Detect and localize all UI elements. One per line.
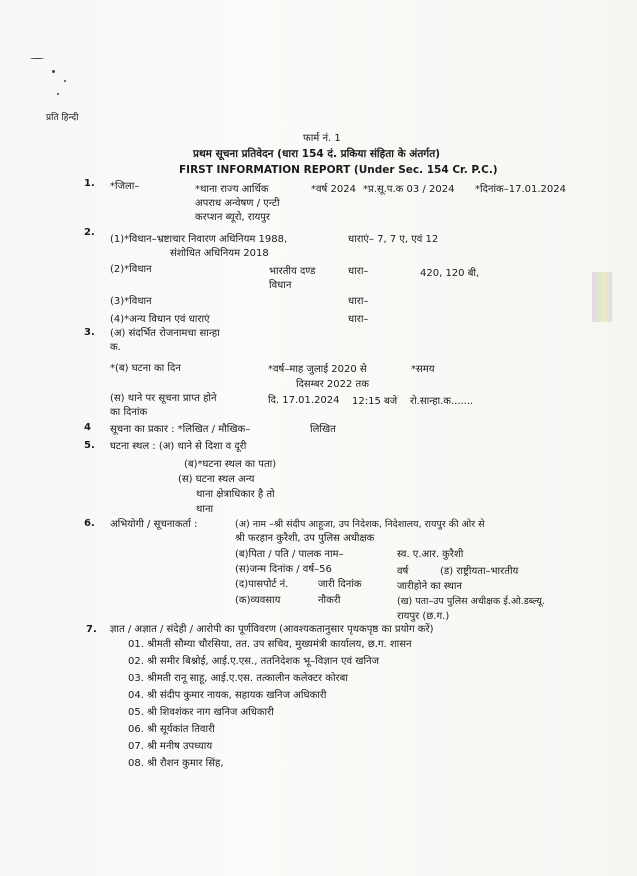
scan-speck bbox=[30, 58, 44, 59]
incident-time-label: *समय bbox=[411, 364, 435, 375]
section-3-number: 3. bbox=[84, 327, 95, 338]
act-2-sections: 420, 120 बी, bbox=[420, 268, 480, 279]
act-2-label: (2)*विधान bbox=[110, 264, 152, 275]
info-received-date: दि. 17.01.2024 bbox=[268, 395, 340, 406]
scan-speck bbox=[64, 80, 66, 82]
info-received-line-2: का दिनांक bbox=[110, 407, 148, 418]
issue-place-label: जारीहोने का स्थान bbox=[397, 581, 462, 592]
info-type-value: लिखित bbox=[310, 424, 336, 435]
info-received-time: 12:15 बजे bbox=[352, 396, 398, 407]
form-number: फार्म नं. 1 bbox=[303, 133, 341, 144]
father-name-value: स्व. ए.आर. कुरैशी bbox=[397, 549, 464, 560]
police-station-line-3: करप्शन ब्यूरो, रायपुर bbox=[195, 212, 271, 223]
fir-year: *वर्ष 2024 bbox=[311, 184, 356, 195]
info-type-label: सूचना का प्रकार : *लिखित / मौखिक– bbox=[110, 424, 251, 435]
other-jurisdiction-line-3: थाना bbox=[196, 504, 214, 515]
fir-date: *दिनांक–17.01.2024 bbox=[475, 184, 566, 195]
other-jurisdiction-line-1: (स) घटना स्थल अन्य bbox=[178, 474, 255, 485]
act-1-line-2: संशोधित अधिनियम 2018 bbox=[170, 248, 269, 259]
sanha-number: रो.सान्हा.क....... bbox=[410, 396, 474, 407]
complainant-address-line-1: (ख) पता–उप पुलिस अधीक्षक ई.ओ.डब्ल्यू. bbox=[397, 596, 545, 607]
accused-item: 06. श्री सूर्यकांत तिवारी bbox=[128, 724, 215, 735]
act-3-label: (3)*विधान bbox=[110, 296, 152, 307]
roznamcha-line-1: (अ) संदर्भित रोजनामचा सान्हा bbox=[110, 328, 220, 339]
incident-period-line-2: दिसम्बर 2022 तक bbox=[296, 379, 369, 390]
section-4-number: 4 bbox=[84, 422, 91, 433]
father-name-label: (ब)पिता / पति / पालक नाम– bbox=[235, 549, 344, 560]
accused-item: 08. श्री रौशन कुमार सिंह, bbox=[128, 758, 224, 769]
section-1-number: 1. bbox=[84, 178, 95, 189]
section-5-number: 5. bbox=[84, 440, 95, 451]
nationality: (ड) राष्ट्रीयता–भारतीय bbox=[440, 566, 519, 577]
act-2-law-line-2: विधान bbox=[269, 280, 292, 291]
accused-item: 01. श्रीमती सौम्या चौरसिया, तत. उप सचिव, मुख्यमंत्री कार्यालय, छ.ग. शासन bbox=[128, 639, 412, 650]
issue-date-label: जारी दिनांक bbox=[318, 579, 362, 590]
color-scan-stripe bbox=[592, 272, 612, 322]
scan-speck bbox=[57, 93, 59, 95]
act-2-section-label: धारा– bbox=[348, 266, 369, 277]
other-jurisdiction-line-2: थाना क्षेत्राधिकार है तो bbox=[196, 489, 275, 500]
year-word: वर्ष bbox=[397, 566, 409, 577]
incident-place-address: (ब)*घटना स्थल का पता) bbox=[184, 459, 277, 470]
title-english: FIRST INFORMATION REPORT (Under Sec. 154 Cr. P.C.) bbox=[179, 164, 498, 176]
birth-year-label: (स)जन्म दिनांक / वर्ष–56 bbox=[235, 564, 332, 575]
incident-place-direction: घटना स्थल : (अ) थाने से दिशा व दूरी bbox=[110, 441, 247, 452]
occupation-value: नौकरी bbox=[318, 595, 341, 606]
accused-heading: ज्ञात / अज्ञात / संदेही / आरोपी का पूर्णविवरण (आवश्यकतानुसार पृथकपृष्ठ का प्रयोग करें) bbox=[110, 624, 434, 635]
accused-item: 03. श्रीमती रानू साहू, आई.ए.एस. तत्कालीन कलेक्टर कोरबा bbox=[128, 673, 348, 684]
section-6-number: 6. bbox=[84, 518, 95, 529]
occupation-label: (क)व्यवसाय bbox=[235, 595, 281, 606]
section-7-number: 7. bbox=[86, 624, 97, 635]
district-label: *जिला– bbox=[110, 181, 140, 192]
accused-item: 04. श्री संदीप कुमार नायक, सहायक खनिज अधिकारी bbox=[128, 690, 327, 701]
police-station-line-1: *थाना राज्य आर्थिक bbox=[195, 184, 269, 195]
complainant-name-line-1: (अ) नाम –श्री संदीप आहूजा, उप निदेशक, निदेशालय, रायपुर की ओर से bbox=[235, 519, 485, 530]
roznamcha-line-2: क. bbox=[110, 342, 121, 353]
passport-label: (द)पासपोर्ट नं. bbox=[235, 579, 289, 590]
act-2-law-line-1: भारतीय दण्ड bbox=[269, 266, 316, 277]
hindi-copy-mark: प्रति हिन्दी bbox=[46, 113, 79, 123]
act-4-label: (4)*अन्य विधान एवं धाराएं bbox=[110, 314, 210, 325]
act-3-section-label: धारा– bbox=[348, 296, 369, 307]
incident-period-line-1: *वर्ष–माह जुलाई 2020 से bbox=[268, 364, 367, 375]
incident-day-label: *(ब) घटना का दिन bbox=[110, 363, 181, 374]
accused-item: 07. श्री मनीष उपध्याय bbox=[128, 741, 213, 752]
accused-item: 02. श्री समीर बिश्नोई, आई.ए.एस., ततनिदेशक भू–विज्ञान एवं खनिज bbox=[128, 656, 380, 667]
police-station-line-2: अपराध अन्वेषण / एन्टी bbox=[195, 198, 280, 209]
act-1-sections: धाराएं– 7, 7 ए, एवं 12 bbox=[348, 234, 439, 245]
complainant-address-line-2: रायपुर (छ.ग.) bbox=[397, 611, 450, 622]
section-2-number: 2. bbox=[84, 227, 95, 238]
info-received-line-1: (स) थाने पर सूचना प्राप्त होने bbox=[110, 393, 217, 404]
act-1-line-1: (1)*विधान–भ्रष्टाचार निवारण अधिनियम 1988, bbox=[110, 234, 288, 245]
scan-speck bbox=[52, 70, 55, 73]
complainant-label: अभियोगी / सूचनाकर्ता : bbox=[110, 519, 198, 530]
title-hindi: प्रथम सूचना प्रतिवेदन (धारा 154 दं. प्रकिया संहिता के अंतर्गत) bbox=[193, 148, 440, 160]
complainant-name-line-2: श्री फरहान कुरैशी, उप पुलिस अधीक्षक bbox=[235, 533, 375, 544]
act-4-section-label: धारा– bbox=[348, 314, 369, 325]
accused-item: 05. श्री शिवशंकर नाग खनिज अधिकारी bbox=[128, 707, 274, 718]
fir-number: *प्र.सू.प.क 03 / 2024 bbox=[363, 184, 455, 195]
